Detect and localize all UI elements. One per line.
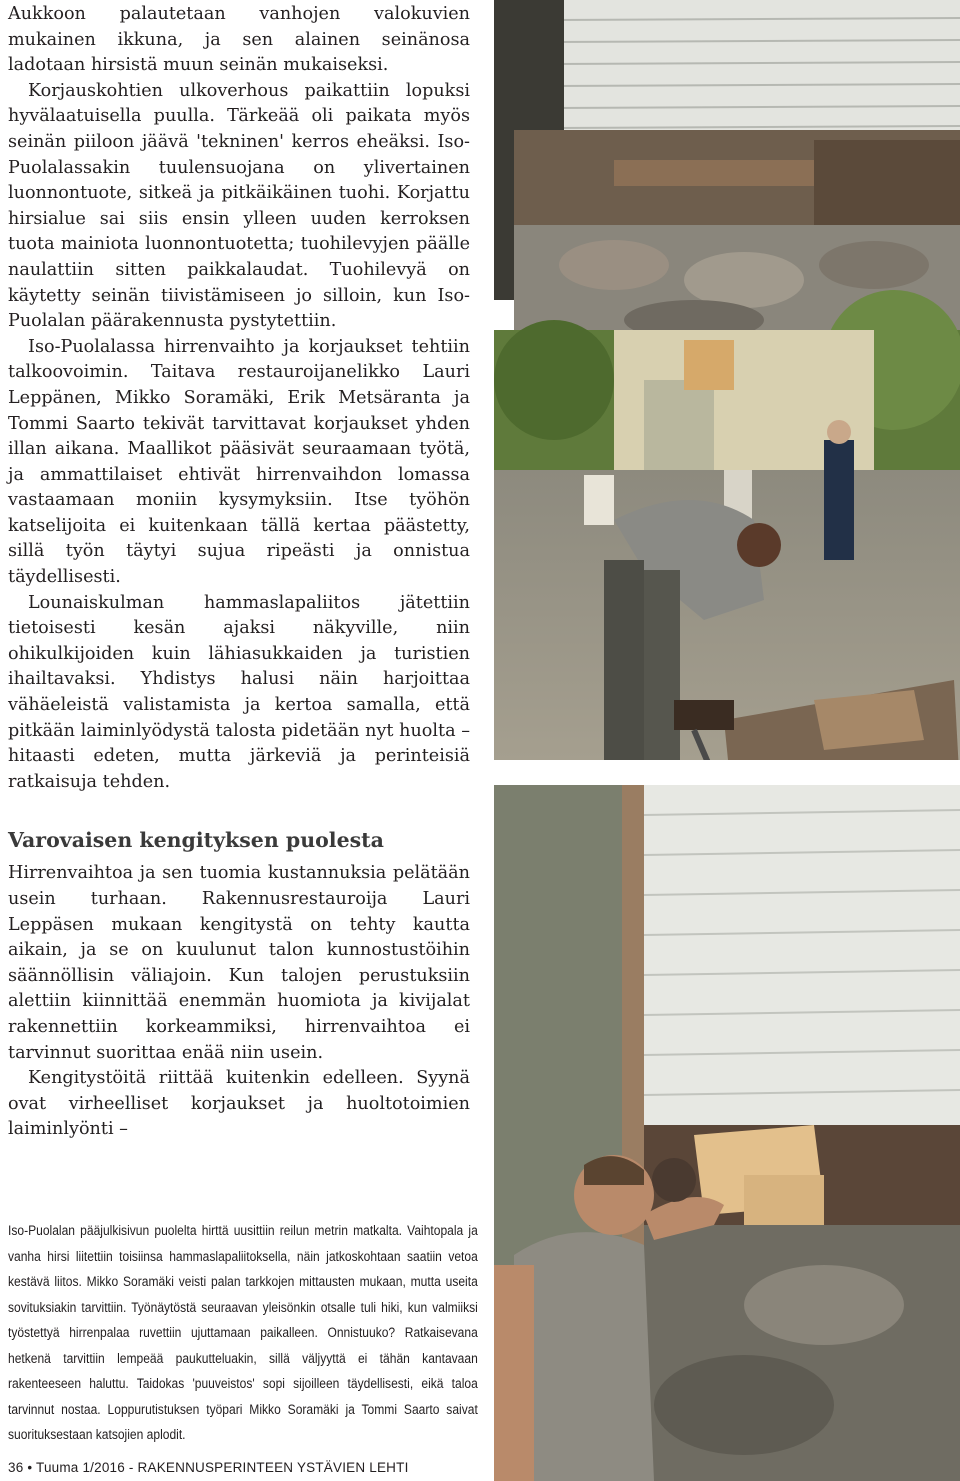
article-body	[8, 2, 470, 1143]
paragraph: Iso-Puolalassa hirrenvaihto ja korjaukset tehtiin talkoovoimin. Taitava restauroijanelikko Lauri Leppänen, Mikko Soramäki, Erik Metsäranta ja Tommi Saarto tekivät tarvittavat korjaukset yhden illan aikana. Maallikot pääsivät seuraamaan työtä, ja ammattilaiset ehtivät hirrenvaihdon lomassa vastaamaan moniin kysymyksiin. Itse työhön katselijoita ei kuitenkaan tällä kertaa päästetty, sillä työn täytyi sujua ripeästi ja onnistua täydellisesti.	[8, 336, 470, 588]
photo-caption: Iso-Puolalan pääjulkisivun puolelta hirttä uusittiin reilun metrin matkalta. Vaihtopala ja vanha hirsi liitettiin toisiinsa hammaslapaliitoksella, näin jatkoskohtaan saatiin vetoa kestävä liitos. Mikko Soramäki veisti palan tarkkojen mittausten mukaan, mutta useita sovituksiakin tarvittiin. Työnäytöstä seuraavan yleisönkin otsalle tuli hiki, kun valmiiksi työstettyä hirrenpalaa ruvettiin ujuttamaan paikalleen. Onnistuuko? Ratkaisevana hetkenä tarvittiin lempeää paukutteluakin, sillä väljyyttä ei tähän kantavaan rakenteeseen haluttu. Taidokas 'puuveistos' sopi sijoilleen täydellisesti, eikä taloa tarvinnut nostaa. Loppurutistuksen työpari Mikko Soramäki ja Tommi Saarto saivat suorituksestaan katsojien aplodit.	[8, 1223, 478, 1442]
photo-log-fitting	[494, 785, 960, 1481]
paragraph: Hirrenvaihtoa ja sen tuomia kustannuksia pelätään usein turhaan. Rakennusrestauroija Lauri Leppäsen mukaan kengitystä on tehty kautta aikain, ja se on kuulunut talon kunnostustöihin säännöllisin väliajoin. Kun talojen perustuksiin alettiin kiinnittää enemmän huomiota ja kivijalat rakennettiin korkeammiksi, hirrenvaihtoa ei tarvinnut suorittaa enää niin usein.	[8, 863, 470, 1063]
paragraph: Kengitystöitä riittää kuitenkin edelleen. Syynä ovat virheelliset korjaukset ja huoltotoimien laiminlyönti –	[8, 1068, 470, 1140]
photo-log-cutting	[494, 0, 960, 760]
paragraph: Lounaiskulman hammaslapaliitos jätettiin tietoisesti kesän ajaksi näkyville, niin ohikulkijoiden kuin lähiasukkaiden ja turistien ihailtavaksi. Yhdistys halusi näin harjoittaa vähäeleistä valistamista ja kertoa samalla, että pitkään laiminlyödystä talosta pidetään nyt huolta – hitaasti edeten, mutta järkeviä ja perinteisiä ratkaisuja tehden.	[8, 592, 470, 792]
page-footer: 36 • Tuuma 1/2016 - RAKENNUSPERINTEEN YSTÄVIEN LEHTI	[8, 1460, 409, 1475]
section-paragraphs	[8, 861, 470, 1143]
body-paragraphs	[8, 2, 470, 795]
paragraph: Korjauskohtien ulkoverhous paikattiin lopuksi hyvälaatuisella puulla. Tärkeää oli paikata myös seinän piiloon jäävä 'tekninen' kerros eheäksi. Iso-Puolalassakin tuulensuojana on ylivertainen luonnontuote, sitkeä ja pitkäikäinen tuohi. Korjattu hirsialue sai siis ensin ylleen uuden kerroksen tuota mainiota luonnontuotetta; tuohilevyjen päälle naulattiin sitten paikkalaudat. Tuohilevyä on käytetty seinän tiivistämiseen jo silloin, kun Iso-Puolalan päärakennusta pystytettiin.	[8, 80, 470, 332]
section-heading: Varovaisen kengityksen puolesta	[8, 828, 384, 853]
paragraph: Aukkoon palautetaan vanhojen valokuvien mukainen ikkuna, ja sen alainen seinänosa ladotaan hirsistä muun seinän mukaiseksi.	[8, 4, 470, 76]
